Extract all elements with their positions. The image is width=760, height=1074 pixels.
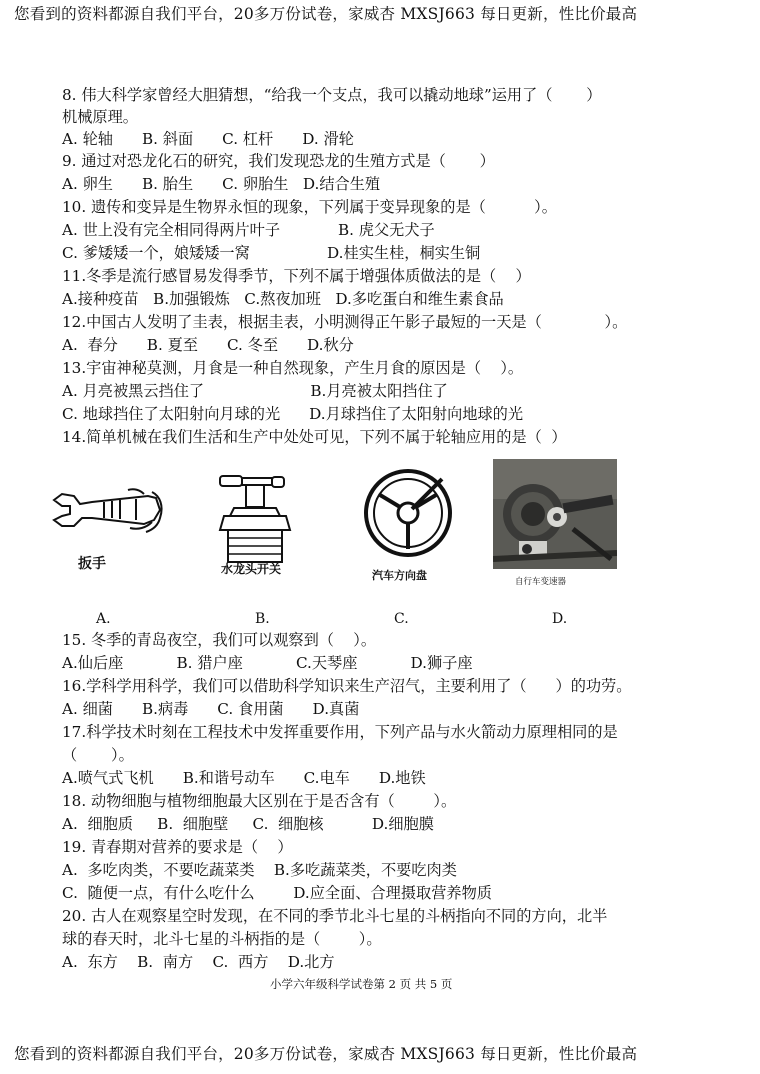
question-17-options: A.喷气式飞机 B.和谐号动车 C.电车 D.地铁	[62, 769, 426, 787]
figure-option-d: D.	[552, 611, 568, 627]
question-10-options-ab: A. 世上没有完全相同得两片叶子 B. 虎父无犬子	[62, 221, 435, 239]
question-13-stem: 13.宇宙神秘莫测，月食是一种自然现象，产生月食的原因是（ ）。	[62, 359, 524, 377]
question-14-stem: 14.简单机械在我们生活和生产中处处可见，下列不属于轮轴应用的是（ ）	[62, 428, 567, 446]
footer-banner: 您看到的资料都源自我们平台，20多万份试卷，家威杏 MXSJ663 每日更新，性比价最高	[14, 1045, 638, 1063]
question-17-stem-cont: （ ）。	[62, 746, 134, 764]
question-19-options-cd: C. 随便一点，有什么吃什么 D.应全面、合理摄取营养物质	[62, 884, 492, 902]
figure-option-c: C.	[394, 611, 409, 627]
page-footer: 小学六年级科学试卷第 2 页 共 5 页	[270, 977, 453, 991]
question-11-stem: 11.冬季是流行感冒易发得季节，下列不属于增强体质做法的是（ ）	[62, 267, 531, 285]
question-17-stem: 17.科学技术时刻在工程技术中发挥重要作用，下列产品与水火箭动力原理相同的是	[62, 723, 618, 741]
question-11-options: A.接种疫苗 B.加强锻炼 C.熬夜加班 D.多吃蛋白和维生素食品	[62, 290, 504, 308]
faucet-valve-caption: 水龙头开关	[221, 562, 282, 576]
question-20-stem: 20. 古人在观察星空时发现，在不同的季节北斗七星的斗柄指向不同的方向，北半	[62, 907, 608, 925]
question-16-stem: 16.学科学用科学，我们可以借助科学知识来生产沼气，主要利用了（ ）的功劳。	[62, 677, 632, 695]
question-15-options: A.仙后座 B. 猎户座 C.天琴座 D.狮子座	[62, 654, 473, 672]
question-12-options: A. 春分 B. 夏至 C. 冬至 D.秋分	[62, 336, 354, 354]
question-13-options-cd: C. 地球挡住了太阳射向月球的光 D.月球挡住了太阳射向地球的光	[62, 405, 524, 423]
question-15-stem: 15. 冬季的青岛夜空，我们可以观察到（ ）。	[62, 631, 377, 649]
steering-wheel-illustration	[360, 465, 456, 561]
question-9-options: A. 卵生 B. 胎生 C. 卵胎生 D.结合生殖	[62, 175, 381, 193]
wrench-caption: 扳手	[78, 556, 106, 572]
question-19-stem: 19. 青春期对营养的要求是（ ）	[62, 838, 293, 856]
wrench-illustration	[48, 472, 166, 542]
question-10-options-cd: C. 爹矮矮一个，娘矮矮一窝 D.桂实生桂，桐实生铜	[62, 244, 481, 262]
question-19-options-ab: A. 多吃肉类，不要吃蔬菜类 B.多吃蔬菜类，不要吃肉类	[62, 861, 457, 879]
question-10-stem: 10. 遗传和变异是生物界永恒的现象，下列属于变异现象的是（ ）。	[62, 198, 557, 216]
steering-wheel-caption: 汽车方向盘	[372, 569, 427, 582]
question-12-stem: 12.中国古人发明了圭表，根据圭表，小明测得正午影子最短的一天是（ ）。	[62, 313, 628, 331]
question-16-options: A. 细菌 B.病毒 C. 食用菌 D.真菌	[62, 700, 360, 718]
question-9-stem: 9. 通过对恐龙化石的研究，我们发现恐龙的生殖方式是（ ）	[62, 152, 495, 170]
question-18-options: A. 细胞质 B. 细胞壁 C. 细胞核 D.细胞膜	[62, 815, 434, 833]
faucet-valve-illustration	[212, 474, 296, 564]
figure-option-b: B.	[255, 611, 270, 627]
question-13-options-ab: A. 月亮被黑云挡住了 B.月亮被太阳挡住了	[62, 382, 448, 400]
bicycle-derailleur-photo	[493, 459, 617, 569]
bicycle-derailleur-caption: 自行车变速器	[515, 577, 567, 587]
question-20-stem-cont: 球的春天时，北斗七星的斗柄指的是（ ）。	[62, 930, 382, 948]
header-banner: 您看到的资料都源自我们平台，20多万份试卷，家威杏 MXSJ663 每日更新，性比价最高	[14, 5, 638, 23]
figure-option-a: A.	[96, 611, 111, 627]
question-8-options: A. 轮轴 B. 斜面 C. 杠杆 D. 滑轮	[62, 130, 354, 148]
question-8-stem-cont: 机械原理。	[62, 108, 138, 126]
question-20-options: A. 东方 B. 南方 C. 西方 D.北方	[62, 953, 335, 971]
question-18-stem: 18. 动物细胞与植物细胞最大区别在于是否含有（ ）。	[62, 792, 457, 810]
question-8-stem: 8. 伟大科学家曾经大胆猜想，“给我一个支点，我可以撬动地球”运用了（ ）	[62, 86, 602, 104]
